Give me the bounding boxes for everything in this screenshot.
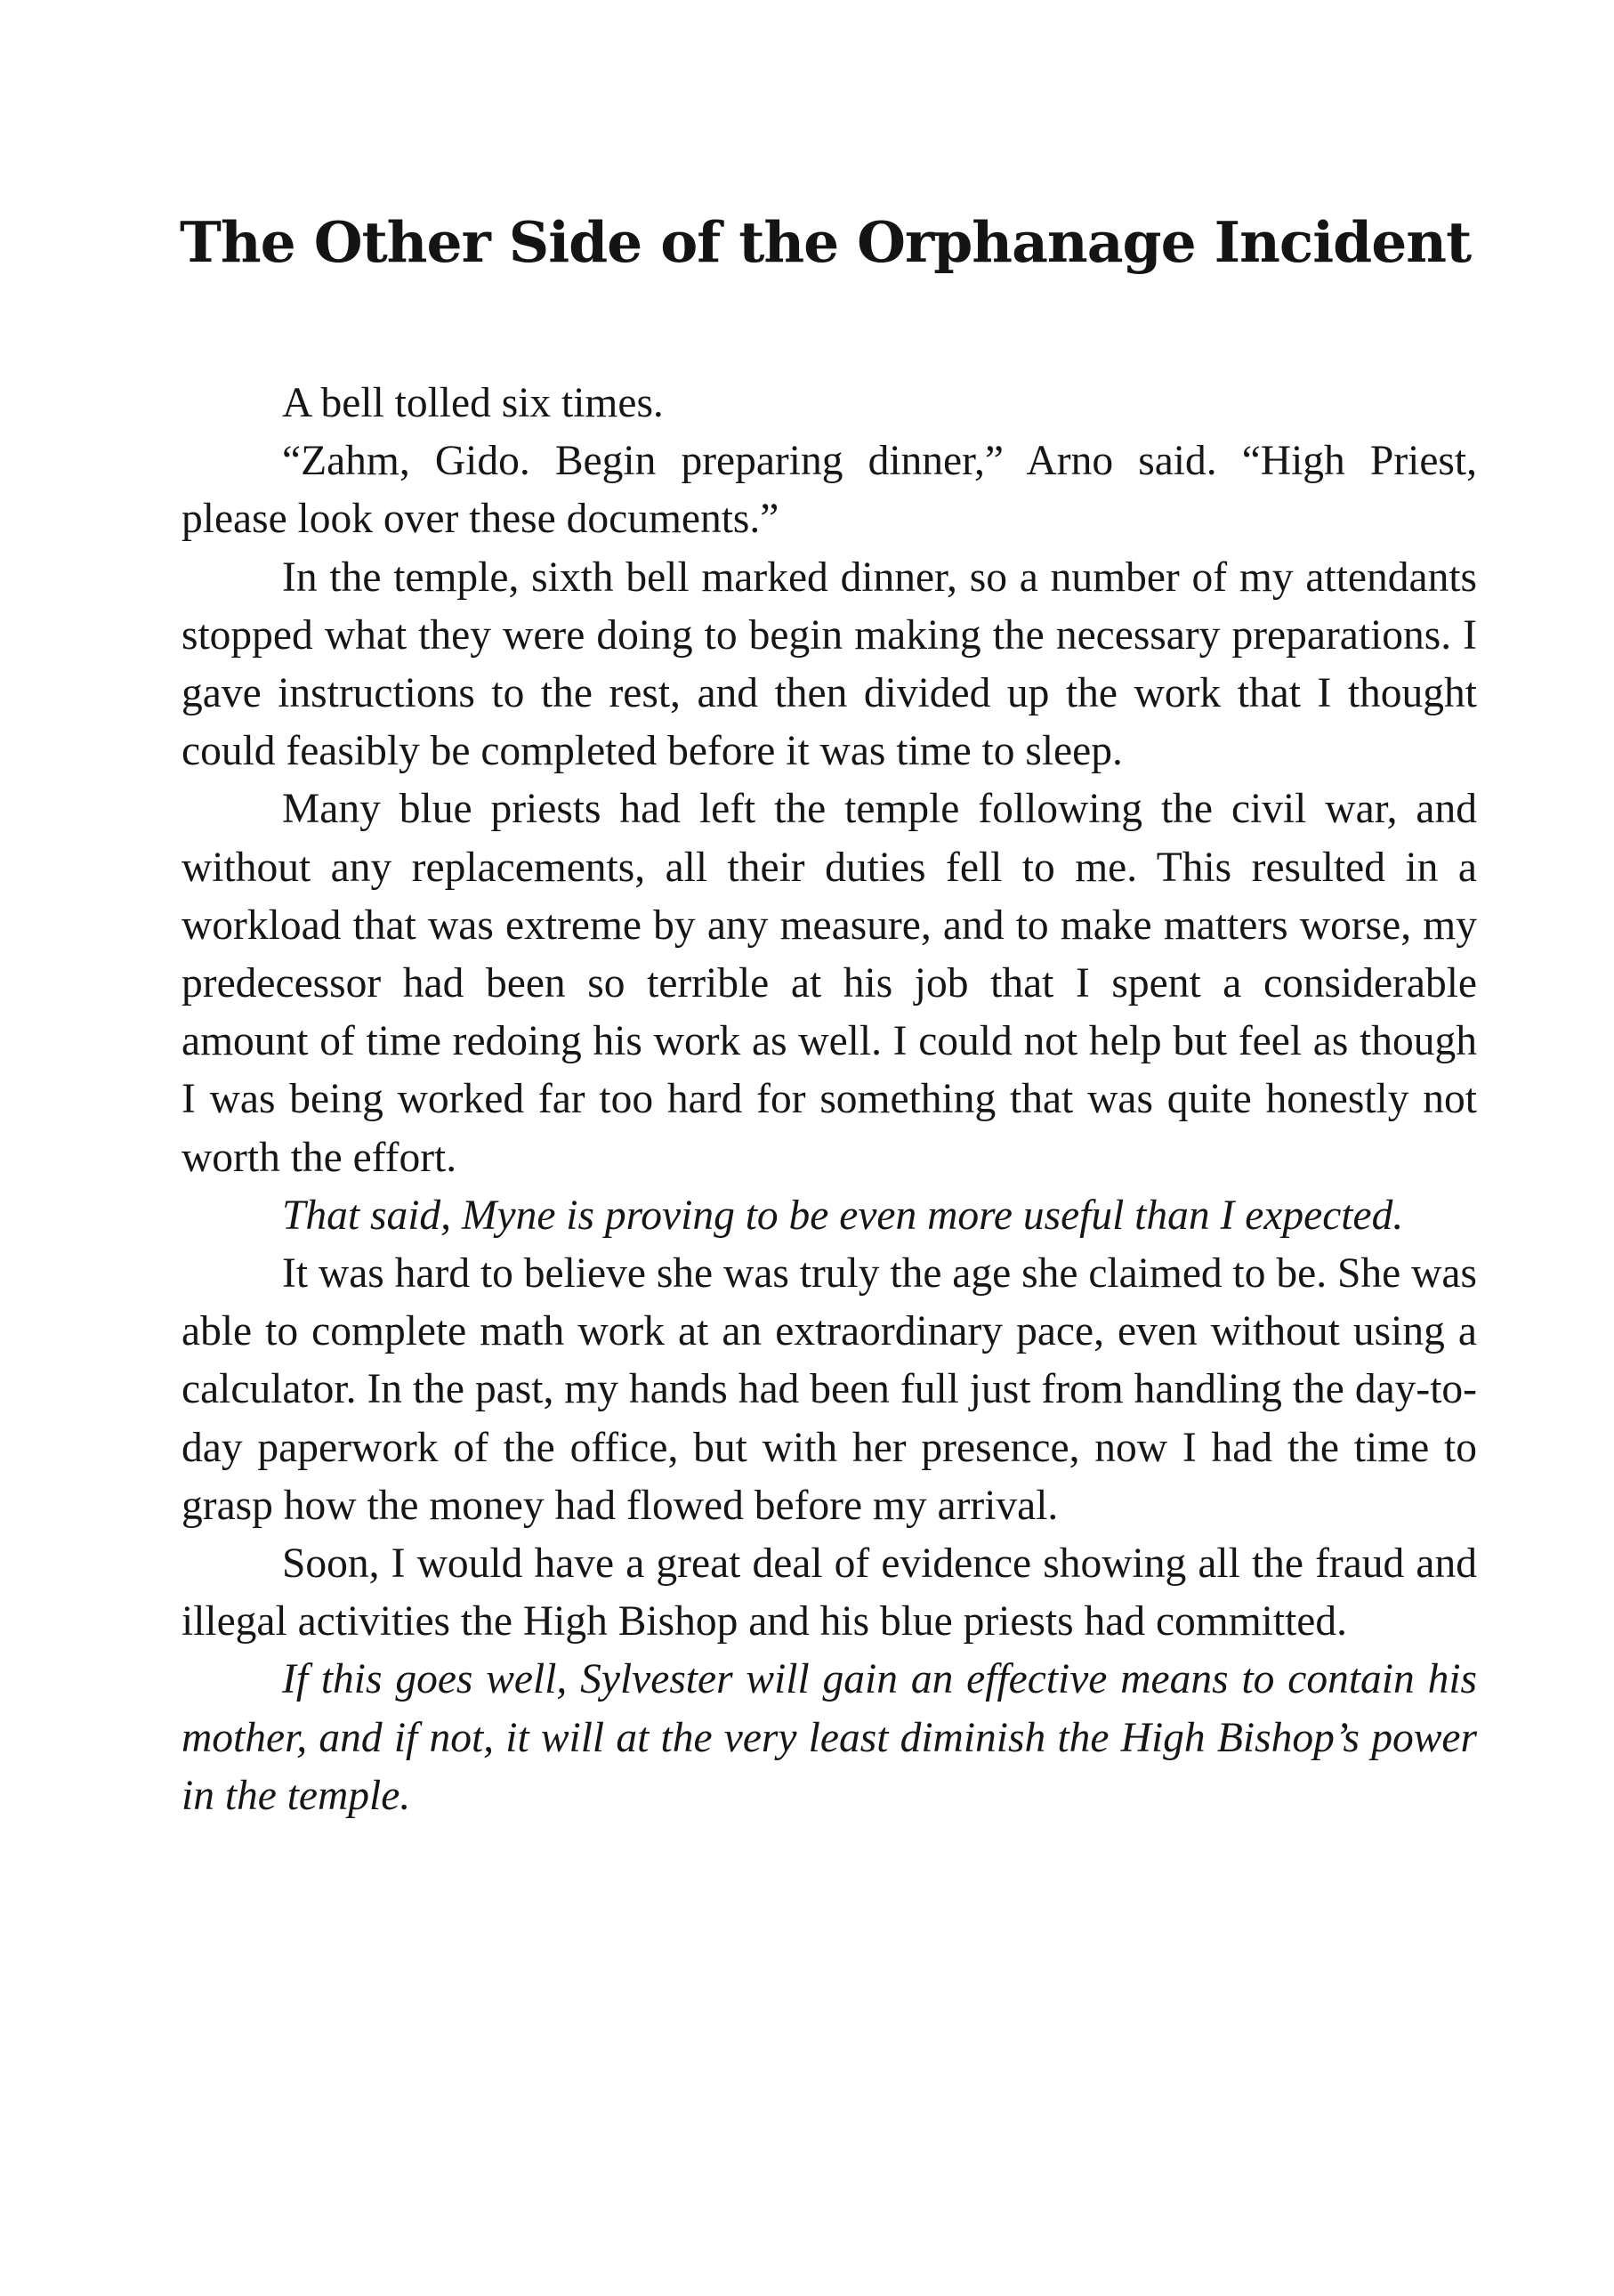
italic-thought-paragraph: That said, Myne is proving to be even more useful than I expected. (282, 1192, 1404, 1239)
chapter-body (182, 375, 1477, 1825)
paragraph: Many blue priests had left the temple following the civil war, and without any replacements, all their duties fell to me. This resulted in a workload that was extreme by any measure, and to make matters worse, my predecessor had been so terrible at his job that I spent a considerable amount of time redoing his work as well. I could not help but feel as though I was being worked far too hard for something that was quite honestly not worth the effort. (182, 786, 1477, 1181)
chapter-title: The Other Side of the Orphanage Incident (180, 209, 1472, 275)
paragraph: In the temple, sixth bell marked dinner, so a number of my attendants stopped what they were doing to begin making the necessary preparations. I gave instructions to the rest, and then divided up the work that I thought could feasibly be completed before it was time to sleep. (182, 554, 1477, 775)
paragraph: It was hard to believe she was truly the age she claimed to be. She was able to complete math work at an extraordinary pace, even without using a calculator. In the past, my hands had been full just from handling the day-to-day paperwork of the office, but with her presence, now I had the time to grasp how the money had flowed before my arrival. (182, 1250, 1477, 1529)
paragraph: A bell tolled six times. (282, 380, 664, 426)
paragraph: Soon, I would have a great deal of evidence showing all the fraud and illegal activities the High Bishop and his blue priests had committed. (182, 1540, 1477, 1645)
paragraph: “Zahm, Gido. Begin preparing dinner,” Arno said. “High Priest, please look over these documents.” (182, 438, 1477, 543)
italic-thought-paragraph: If this goes well, Sylvester will gain an effective means to contain his mother, and if not, it will at the very least diminish the High Bishop’s power in the temple. (182, 1656, 1477, 1819)
